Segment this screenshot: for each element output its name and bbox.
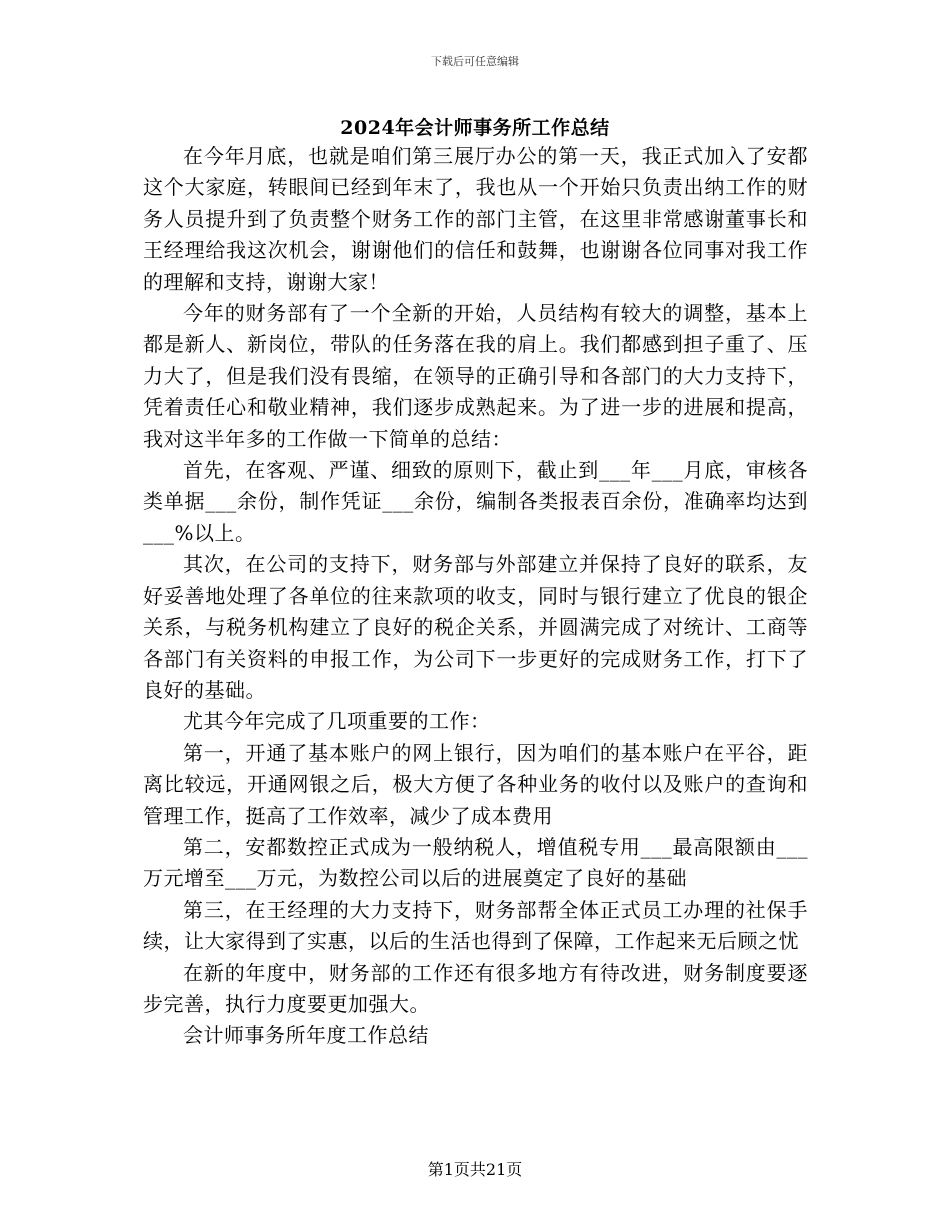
document-body	[143, 141, 808, 1052]
paragraph-2: 今年的财务部有了一个全新的开始，人员结构有较大的调整，基本上都是新人、新岗位，带队的任务落在我的肩上。我们都感到担子重了、压力大了，但是我们没有畏缩，在领导的正确引导和各部门的大力支持下，凭着责任心和敬业精神，我们逐步成熟起来。为了进一步的进展和提高，我对这半年多的工作做一下简单的总结：	[143, 301, 808, 451]
document-title: 2024年会计师事务所工作总结	[340, 117, 610, 139]
paragraph-8: 第三，在王经理的大力支持下，财务部帮全体正式员工办理的社保手续，让大家得到了实惠，以后的生活也得到了保障，工作起来无后顾之忧	[143, 897, 808, 954]
paragraph-7: 第二，安都数控正式成为一般纳税人，增值税专用___最高限额由___万元增至___万元，为数控公司以后的进展奠定了良好的基础	[143, 834, 808, 891]
paragraph-9: 在新的年度中，财务部的工作还有很多地方有待改进，财务制度要逐步完善，执行力度要更加强大。	[143, 960, 808, 1016]
paragraph-10: 会计师事务所年度工作总结	[183, 1023, 429, 1048]
paragraph-4: 其次，在公司的支持下，财务部与外部建立并保持了良好的联系，友好妥善地处理了各单位的往来款项的收支，同时与银行建立了优良的银企关系，与税务机构建立了良好的税企关系，并圆满完成了对统计、工商等各部门有关资料的申报工作，为公司下一步更好的完成财务工作，打下了良好的基础。	[143, 552, 808, 702]
page-number-footer: 第1页共21页	[427, 1160, 523, 1179]
paragraph-3: 首先，在客观、严谨、细致的原则下，截止到___年___月底，审核各类单据___余份，制作凭证___余份，编制各类报表百余份，准确率均达到___%以上。	[143, 458, 808, 545]
paragraph-1: 在今年月底，也就是咱们第三展厅办公的第一天，我正式加入了安都这个大家庭，转眼间已经到年末了，我也从一个开始只负责出纳工作的财务人员提升到了负责整个财务工作的部门主管，在这里非常感谢董事长和王经理给我这次机会，谢谢他们的信任和鼓舞，也谢谢各位同事对我工作的理解和支持，谢谢大家！	[143, 144, 808, 294]
paragraph-5: 尤其今年完成了几项重要的工作：	[183, 709, 491, 734]
paragraph-6: 第一，开通了基本账户的网上银行，因为咱们的基本账户在平谷，距离比较远，开通网银之后，极大方便了各种业务的收付以及账户的查询和管理工作，挺高了工作效率，减少了成本费用	[143, 740, 808, 828]
header-note: 下载后可任意编辑	[431, 55, 519, 68]
